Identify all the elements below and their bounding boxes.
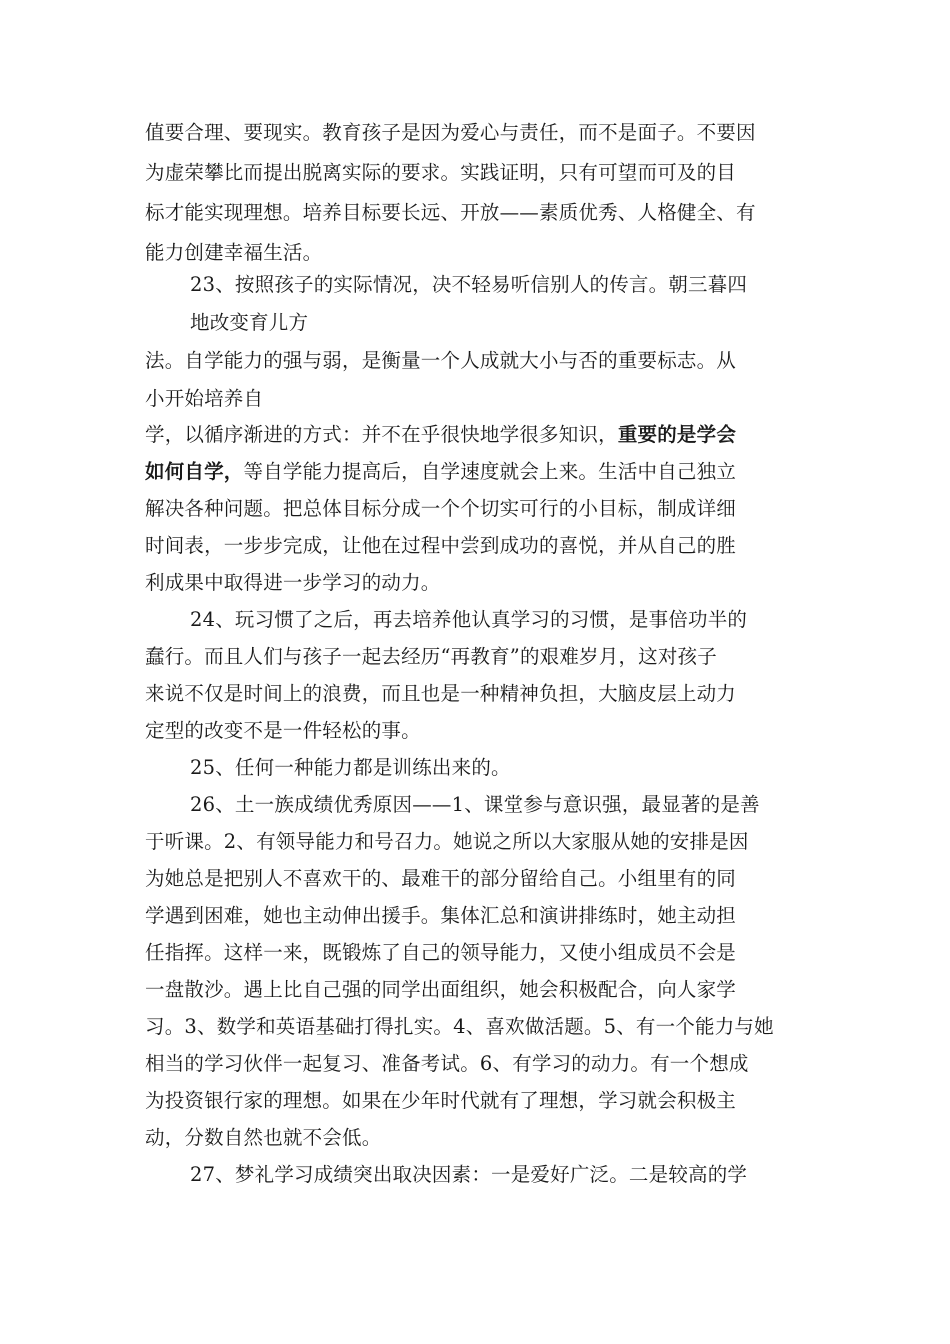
text-line: 定型的改变不是一件轻松的事。 xyxy=(145,719,421,742)
paragraph-27-line: 27、梦礼学习成绩突出取决因素：一是爱好广泛。二是较高的学 xyxy=(190,1163,748,1186)
bold-emphasis: 如何自学， xyxy=(145,460,244,483)
text-line: 为投资银行家的理想。如果在少年时代就有了理想，学习就会积极主 xyxy=(145,1089,737,1112)
text-line: 相当的学习伙伴一起复习、准备考试。6、有学习的动力。有一个想成 xyxy=(145,1052,749,1075)
text-line: 标才能实现理想。培养目标要长远、开放——素质优秀、人格健全、有 xyxy=(145,201,756,224)
text-line xyxy=(145,420,810,450)
text-line: 值要合理、要现实。教育孩子是因为爱心与责任，而不是面子。不要因 xyxy=(145,121,756,144)
text-line: 时间表，一步步完成，让他在过程中尝到成功的喜悦，并从自己的胜 xyxy=(145,534,737,557)
text-line: 利成果中取得进一步学习的动力。 xyxy=(145,571,441,594)
paragraph-23-line: 23、按照孩子的实际情况，决不轻易听信别人的传言。朝三暮四 xyxy=(190,273,748,296)
text-line: 习。3、数学和英语基础打得扎实。4、喜欢做活题。5、有一个能力与她 xyxy=(145,1015,774,1038)
text-line: 学遇到困难，她也主动伸出援手。集体汇总和演讲排练时，她主动担 xyxy=(145,904,737,927)
text-line: 一盘散沙。遇上比自己强的同学出面组织，她会积极配合，向人家学 xyxy=(145,978,737,1001)
text-line: 蠢行。而且人们与孩子一起去经历“再教育”的艰难岁月，这对孩子 xyxy=(145,645,717,668)
paragraph-25-line: 25、任何一种能力都是训练出来的。 xyxy=(190,756,511,779)
text-line: 任指挥。这样一来，既锻炼了自己的领导能力，又使小组成员不会是 xyxy=(145,941,737,964)
text-line: 动，分数自然也就不会低。 xyxy=(145,1126,382,1149)
text-line: 地改变育儿方 xyxy=(190,311,309,334)
text-line xyxy=(145,457,810,487)
text-line: 能力创建幸福生活。 xyxy=(145,241,323,264)
bold-emphasis: 重要的是学会 xyxy=(617,423,737,446)
text-line: 法。自学能力的强与弱，是衡量一个人成就大小与否的重要标志。从 xyxy=(145,349,737,372)
paragraph-24-line: 24、玩习惯了之后，再去培养他认真学习的习惯，是事倍功半的 xyxy=(190,608,748,631)
text-span: 等自学能力提高后，自学速度就会上来。生活中自己独立 xyxy=(243,460,737,483)
text-line: 为她总是把别人不喜欢干的、最难干的部分留给自己。小组里有的同 xyxy=(145,867,737,890)
text-line: 于听课。2、有领导能力和号召力。她说之所以大家服从她的安排是因 xyxy=(145,830,749,853)
text-line: 来说不仅是时间上的浪费，而且也是一种精神负担，大脑皮层上动力 xyxy=(145,682,737,705)
paragraph-26-line: 26、土一族成绩优秀原因——1、课堂参与意识强，最显著的是善 xyxy=(190,793,760,816)
text-line: 解决各种问题。把总体目标分成一个个切实可行的小目标，制成详细 xyxy=(145,497,737,520)
text-line: 小开始培养自 xyxy=(145,387,264,410)
text-span: 学，以循序渐进的方式：并不在乎很快地学很多知识， xyxy=(145,423,618,446)
text-line: 为虚荣攀比而提出脱离实际的要求。实践证明，只有可望而可及的目 xyxy=(145,161,737,184)
